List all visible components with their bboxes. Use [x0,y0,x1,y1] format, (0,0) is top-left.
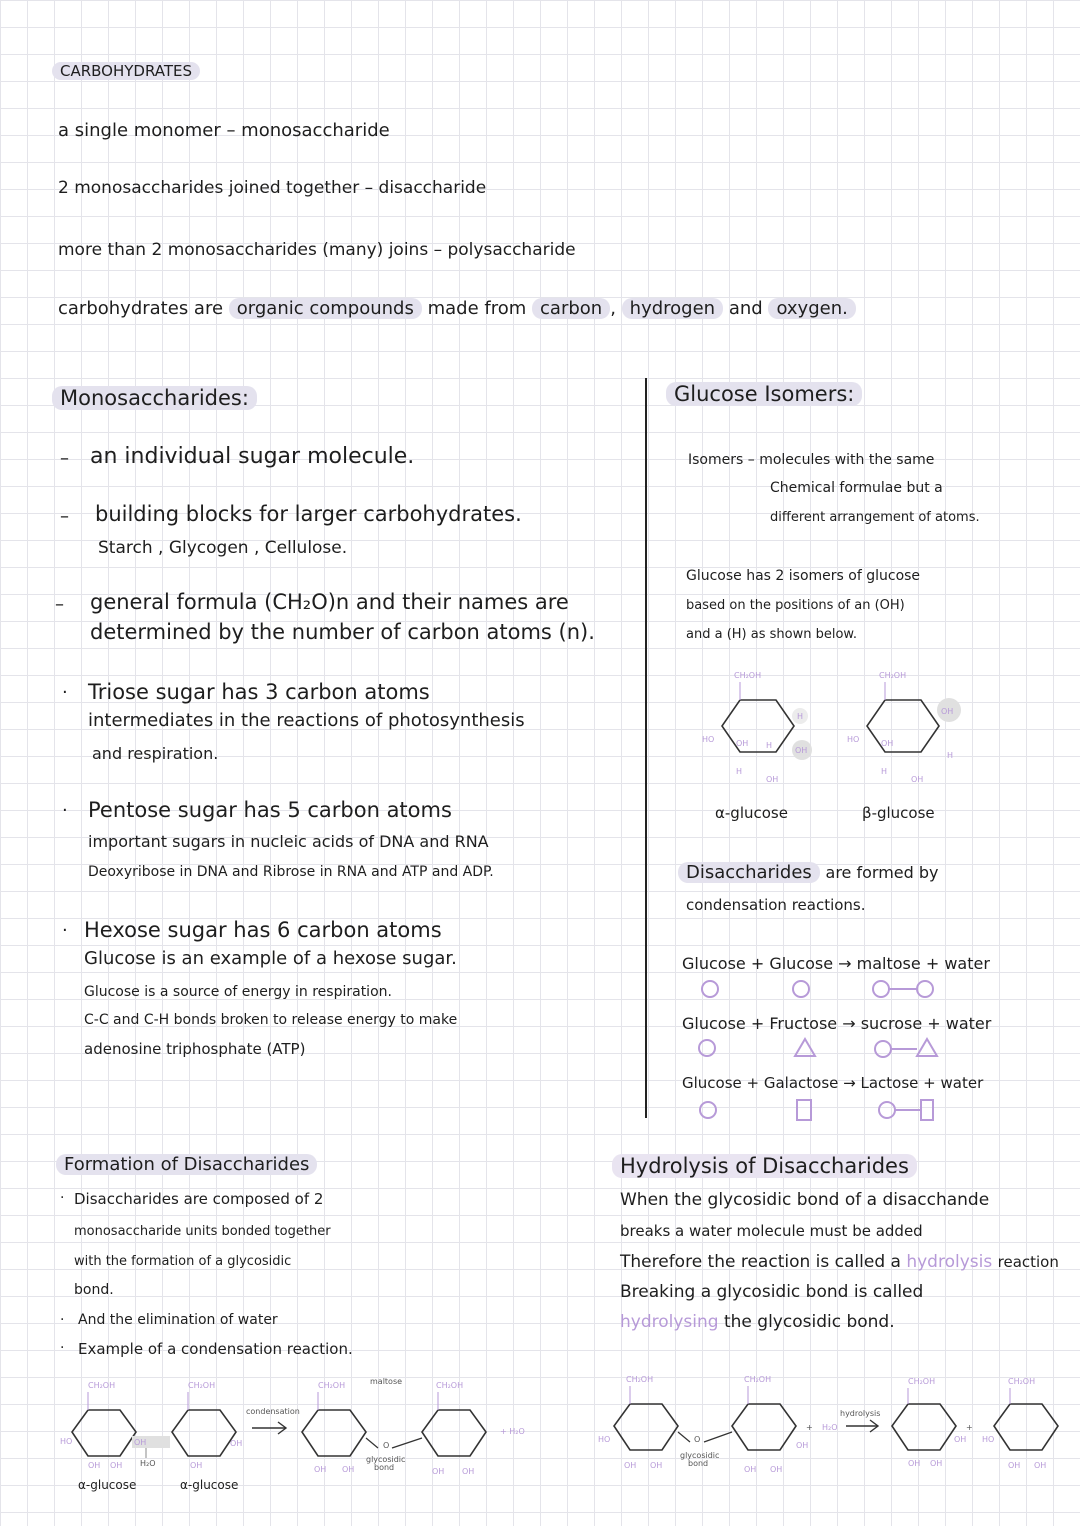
svg-text:OH: OH [770,1465,783,1474]
svg-text:hydrolysis: hydrolysis [840,1409,881,1418]
bullet-dash: – [60,448,69,469]
svg-text:HO: HO [982,1435,995,1444]
triose-2: intermediates in the reactions of photosynthesis [88,710,525,731]
formation-line-1: Disaccharides are composed of 2 [74,1190,324,1208]
reaction-maltose: Glucose + Glucose → maltose + water [682,954,990,973]
isomers-explain-3: and a (H) as shown below. [686,627,857,642]
isomers-def-2: Chemical formulae but a [770,480,943,496]
hexose-5: adenosine triphosphate (ATP) [84,1040,306,1058]
svg-text:H: H [797,712,804,721]
svg-text:OH: OH [134,1438,147,1447]
column-divider [645,378,647,1118]
svg-text:O: O [694,1435,701,1444]
bullet-dot: · [62,682,68,703]
reaction-lactose: Glucose + Galactose → Lactose + water [682,1074,984,1092]
svg-text:+: + [966,1423,973,1432]
isomers-explain-1: Glucose has 2 isomers of glucose [686,568,921,584]
svg-text:OH: OH [432,1467,445,1476]
line-disaccharide: 2 monosaccharides joined together – disaccharide [58,178,487,198]
svg-text:OH: OH [795,746,808,755]
svg-text:OH: OH [110,1461,123,1470]
pentose-3: Deoxyribose in DNA and Ribrose in RNA and ATP and ADP. [88,864,494,880]
svg-text:CH₂OH: CH₂OH [626,1375,654,1384]
line-carbohydrates-definition: carbohydrates are organic compounds made from carbon , hydrogen and oxygen. [58,298,856,319]
reaction-maltose-symbols [695,978,955,1002]
page-title: CARBOHYDRATES [52,62,200,80]
formation-line-3: with the formation of a glycosidic [74,1254,292,1269]
isomers-def-1: Isomers – molecules with the same [688,452,935,468]
svg-text:+: + [806,1423,813,1432]
svg-text:bond: bond [374,1463,395,1472]
line-monosaccharide: a single monomer – monosaccharide [58,120,390,141]
svg-text:OH: OH [1034,1461,1047,1470]
hexose-1: Hexose sugar has 6 carbon atoms [84,918,442,942]
hydrolysing-term: hydrolysing [620,1312,719,1332]
hydrolysis-line-5: hydrolysing the glycosidic bond. [620,1312,895,1332]
bullet-dot: · [62,920,68,941]
hydrolysis-term: hydrolysis [906,1252,993,1272]
condensation-alpha-1: α-glucose [78,1478,137,1492]
mono-bullet-3b: determined by the number of carbon atoms (n). [90,620,595,644]
formation-heading: Formation of Disaccharides [56,1154,317,1175]
svg-text:OH: OH [744,1465,757,1474]
mono-bullet-2b: Starch , Glycogen , Cellulose. [98,538,348,558]
highlight-hydrogen: hydrogen [622,298,723,319]
svg-text:HO: HO [598,1435,611,1444]
svg-text:H: H [881,767,888,776]
svg-text:OH: OH [766,775,779,784]
svg-text:OH: OH [190,1461,203,1470]
svg-text:OH: OH [911,775,924,784]
bullet-dot: · [62,800,68,821]
svg-text:OH: OH [930,1459,943,1468]
hydrolysis-line-2: breaks a water molecule must be added [620,1222,923,1240]
formation-line-2: monosaccharide units bonded together [74,1224,331,1239]
svg-text:OH: OH [736,739,749,748]
svg-text:glycosidic: glycosidic [366,1455,406,1464]
svg-text:maltose: maltose [370,1377,403,1386]
svg-text:OH: OH [462,1467,475,1476]
hexose-3: Glucose is a source of energy in respiration. [84,984,392,1000]
svg-text:OH: OH [881,739,894,748]
svg-text:H: H [947,751,954,760]
svg-text:OH: OH [796,1441,809,1450]
highlight-oxygen: oxygen. [768,298,855,319]
disaccharides-heading: Disaccharides [678,862,820,883]
svg-text:HO: HO [847,735,860,744]
bullet-dot: · [60,1340,65,1356]
svg-text:OH: OH [941,707,954,716]
svg-text:CH₂OH: CH₂OH [1008,1377,1036,1386]
svg-text:H: H [736,767,743,776]
svg-text:CH₂OH: CH₂OH [908,1377,936,1386]
reaction-sucrose-symbols [695,1036,955,1060]
hydrolysis-diagram [598,1372,1070,1492]
svg-text:CH₂OH: CH₂OH [318,1381,346,1390]
triose-1: Triose sugar has 3 carbon atoms [88,680,430,704]
reaction-sucrose: Glucose + Fructose → sucrose + water [682,1014,992,1033]
mono-bullet-3a: general formula (CH₂O)n and their names are [90,590,569,614]
pentose-1: Pentose sugar has 5 carbon atoms [88,798,452,822]
mono-bullet-2a: building blocks for larger carbohydrates. [95,502,522,526]
hydrolysis-line-3: Therefore the reaction is called a hydrolysis reaction [620,1252,1059,1272]
svg-text:glycosidic: glycosidic [680,1451,720,1460]
pentose-2: important sugars in nucleic acids of DNA and RNA [88,832,489,851]
alpha-glucose-diagram [700,668,820,788]
hexose-2: Glucose is an example of a hexose sugar. [84,948,457,969]
line-polysaccharide: more than 2 monosaccharides (many) joins – polysaccharide [58,240,576,260]
svg-text:OH: OH [954,1435,967,1444]
hydrolysis-line-1: When the glycosidic bond of a disacchande [620,1190,990,1210]
beta-glucose-diagram [845,668,965,788]
svg-text:CH₂OH: CH₂OH [436,1381,464,1390]
formation-line-4: bond. [74,1282,114,1298]
reaction-lactose-symbols [695,1096,955,1122]
svg-text:CH₂OH: CH₂OH [734,671,762,680]
triose-3: and respiration. [92,744,219,763]
hydrolysis-line-4: Breaking a glycosidic bond is called [620,1282,924,1302]
svg-text:OH: OH [314,1465,327,1474]
monosaccharides-heading: Monosaccharides: [52,386,257,410]
svg-text:H₂O: H₂O [822,1423,838,1432]
svg-text:condensation: condensation [246,1407,300,1416]
svg-text:OH: OH [88,1461,101,1470]
svg-text:OH: OH [908,1459,921,1468]
mono-bullet-1: an individual sugar molecule. [90,444,415,469]
beta-glucose-label: β-glucose [862,804,935,822]
bullet-dash: – [60,506,69,527]
highlight-carbon: carbon [532,298,610,319]
alpha-glucose-label: α-glucose [715,804,788,822]
hydrolysis-heading: Hydrolysis of Disaccharides [612,1154,917,1178]
svg-text:HO: HO [60,1437,73,1446]
bullet-dot: · [60,1312,65,1328]
svg-text:CH₂OH: CH₂OH [879,671,907,680]
isomers-explain-2: based on the positions of an (OH) [686,598,905,613]
condensation-diagram [60,1376,580,1506]
highlight-organic: organic compounds [229,298,422,319]
bullet-dash: – [55,594,64,615]
formation-line-5: And the elimination of water [78,1312,278,1328]
hexose-4: C-C and C-H bonds broken to release energy to make [84,1012,458,1028]
svg-text:O: O [383,1441,390,1450]
svg-text:H₂O: H₂O [140,1459,156,1468]
svg-text:OH: OH [1008,1461,1021,1470]
isomers-def-3: different arrangement of atoms. [770,510,980,525]
disaccharides-intro-2: condensation reactions. [686,896,866,914]
svg-text:OH: OH [230,1439,243,1448]
condensation-alpha-2: α-glucose [180,1478,239,1492]
svg-text:CH₂OH: CH₂OH [744,1375,772,1384]
formation-line-6: Example of a condensation reaction. [78,1340,353,1358]
svg-text:OH: OH [650,1461,663,1470]
svg-text:HO: HO [702,735,715,744]
svg-text:OH: OH [342,1465,355,1474]
svg-text:OH: OH [624,1461,637,1470]
svg-text:CH₂OH: CH₂OH [88,1381,116,1390]
svg-text:H: H [766,741,773,750]
svg-text:CH₂OH: CH₂OH [188,1381,216,1390]
disaccharides-intro: Disaccharides are formed by [678,862,939,883]
svg-text:+ H₂O: + H₂O [500,1427,525,1436]
bullet-dot: · [60,1190,65,1206]
svg-text:bond: bond [688,1459,709,1468]
glucose-isomers-heading: Glucose Isomers: [666,382,862,406]
